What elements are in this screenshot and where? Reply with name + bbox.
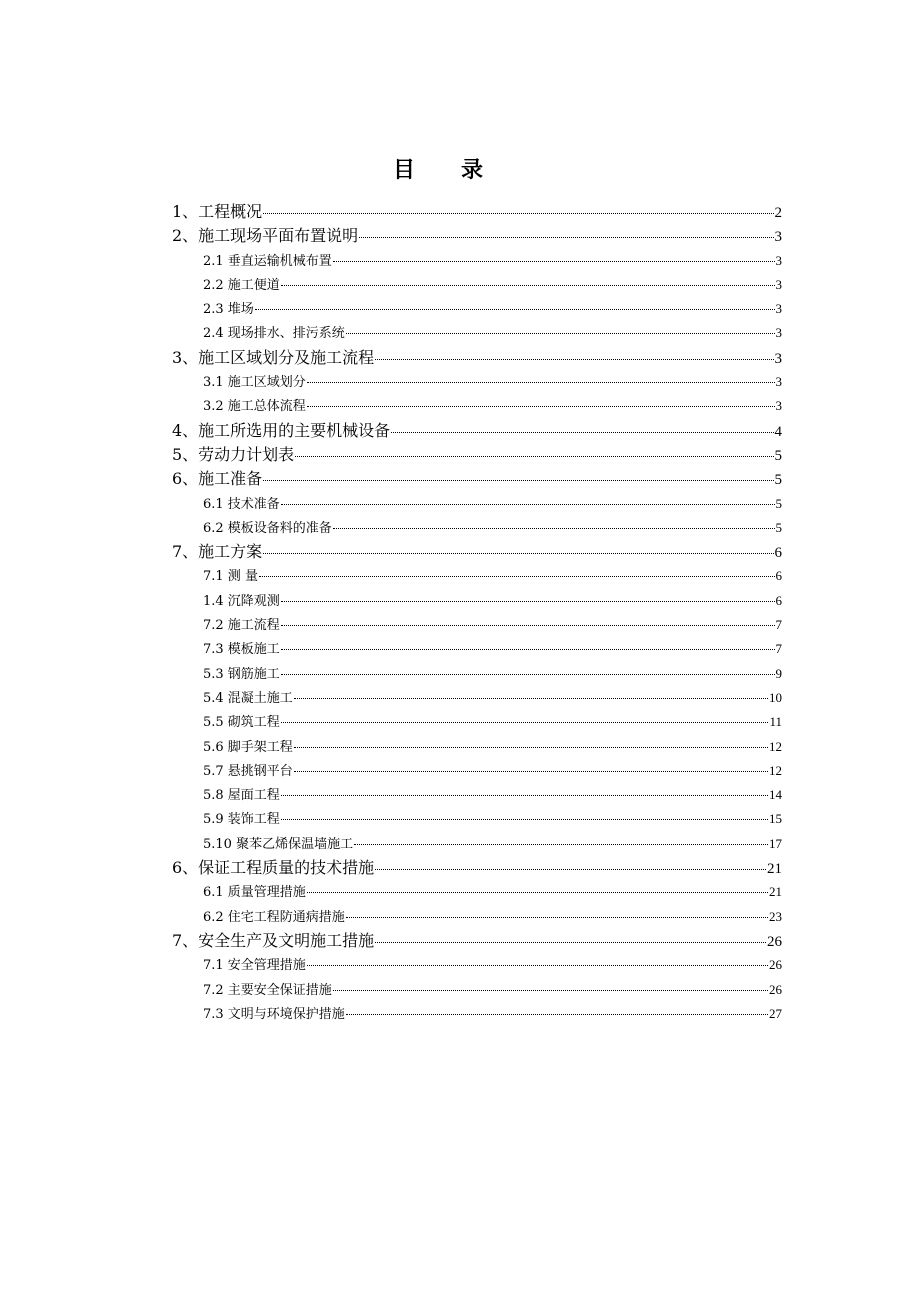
- toc-entry-label: 6.2 住宅工程防通病措施: [203, 909, 345, 925]
- dot-leader: [346, 917, 768, 918]
- toc-chapter-entry[interactable]: [172, 929, 782, 953]
- toc-entry-label: 5.7 悬挑钢平台: [203, 763, 293, 779]
- dot-leader: [281, 625, 775, 626]
- dot-leader: [333, 990, 768, 991]
- toc-entry-label: 6、保证工程质量的技术措施: [172, 858, 375, 878]
- toc-section-entry[interactable]: [172, 564, 782, 588]
- dot-leader: [307, 382, 775, 383]
- toc-entry-label: 7、施工方案: [172, 542, 263, 562]
- toc-title: [0, 153, 876, 184]
- dot-leader: [281, 819, 768, 820]
- toc-page-number: 15: [769, 811, 782, 827]
- toc-page-number: 3: [775, 252, 782, 268]
- toc-entry-label: 5.4 混凝土施工: [203, 690, 293, 706]
- dot-leader: [259, 576, 775, 577]
- toc-entry-label: 6.1 质量管理措施: [203, 885, 306, 901]
- toc-page-number: 3: [774, 229, 782, 246]
- toc-section-entry[interactable]: [172, 273, 782, 297]
- dot-leader: [391, 432, 773, 433]
- toc-entry-label: 7.2 施工流程: [203, 618, 280, 634]
- toc-entry-label: 2、施工现场平面布置说明: [172, 226, 359, 246]
- toc-entry-label: 5.5 砌筑工程: [203, 715, 280, 731]
- toc-section-entry[interactable]: [172, 321, 782, 345]
- dot-leader: [294, 747, 768, 748]
- toc-page-number: 26: [769, 957, 782, 973]
- toc-section-entry[interactable]: [172, 759, 782, 783]
- toc-section-entry[interactable]: [172, 880, 782, 904]
- toc-section-entry[interactable]: [172, 783, 782, 807]
- toc-chapter-entry[interactable]: [172, 443, 782, 467]
- toc-page-number: 5: [774, 472, 782, 489]
- toc-entry-label: 3.2 施工总体流程: [203, 399, 306, 415]
- toc-entry-label: 5.8 屋面工程: [203, 788, 280, 804]
- toc-section-entry[interactable]: [172, 905, 782, 929]
- toc-title-char-1: 目: [392, 157, 415, 183]
- toc-chapter-entry[interactable]: [172, 346, 782, 370]
- toc-section-entry[interactable]: [172, 978, 782, 1002]
- toc-page-number: 10: [769, 689, 782, 705]
- toc-page-number: 26: [767, 933, 782, 950]
- toc-page-number: 12: [769, 738, 782, 754]
- toc-entry-label: 6.1 技术准备: [203, 496, 280, 512]
- dot-leader: [359, 237, 773, 238]
- dot-leader: [281, 504, 775, 505]
- toc-entry-label: 5、劳动力计划表: [172, 444, 295, 464]
- toc-entry-label: 7、安全生产及文明施工措施: [172, 930, 375, 950]
- toc-section-entry[interactable]: [172, 807, 782, 831]
- dot-leader: [295, 456, 773, 457]
- toc-section-entry[interactable]: [172, 370, 782, 394]
- toc-page-number: 27: [769, 1005, 782, 1021]
- dot-leader: [281, 649, 775, 650]
- toc-page-number: 4: [774, 423, 782, 440]
- toc-page-number: 5: [774, 447, 782, 464]
- dot-leader: [375, 869, 766, 870]
- toc-entry-label: 7.2 主要安全保证措施: [203, 982, 332, 998]
- toc-page-number: 6: [774, 545, 782, 562]
- toc-entry-label: 3.1 施工区域划分: [203, 375, 306, 391]
- toc-entry-label: 2.2 施工便道: [203, 277, 280, 293]
- toc-section-entry[interactable]: [172, 249, 782, 273]
- toc-entry-label: 4、施工所选用的主要机械设备: [172, 420, 391, 440]
- toc-page-number: 5: [775, 495, 782, 511]
- toc-section-entry[interactable]: [172, 953, 782, 977]
- toc-section-entry[interactable]: [172, 662, 782, 686]
- toc-section-entry[interactable]: [172, 589, 782, 613]
- toc-page-number: 12: [769, 762, 782, 778]
- dot-leader: [294, 771, 768, 772]
- toc-section-entry[interactable]: [172, 613, 782, 637]
- dot-leader: [375, 359, 773, 360]
- toc-page-number: 21: [767, 861, 782, 878]
- dot-leader: [354, 844, 768, 845]
- toc-chapter-entry[interactable]: [172, 419, 782, 443]
- toc-page-number: 2: [774, 205, 782, 221]
- dot-leader: [281, 674, 775, 675]
- toc-chapter-entry[interactable]: [172, 200, 782, 224]
- toc-section-entry[interactable]: [172, 735, 782, 759]
- dot-leader: [281, 285, 775, 286]
- dot-leader: [263, 480, 773, 481]
- toc-page-number: 9: [775, 665, 782, 681]
- dot-leader: [346, 1014, 768, 1015]
- toc-page-number: 6: [775, 592, 782, 608]
- toc-page-number: 21: [769, 884, 782, 900]
- dot-leader: [281, 795, 768, 796]
- toc-section-entry[interactable]: [172, 1002, 782, 1026]
- toc-entry-label: 5.9 装饰工程: [203, 812, 280, 828]
- toc-page-number: 6: [775, 568, 782, 584]
- toc-entry-label: 6.2 模板设备料的准备: [203, 520, 332, 536]
- toc-entry-label: 7.3 文明与环境保护措施: [203, 1006, 345, 1022]
- toc-page-number: 26: [769, 981, 782, 997]
- toc-entry-label: 2.1 垂直运输机械布置: [203, 253, 332, 269]
- toc-title-char-2: 录: [461, 157, 484, 183]
- toc-page-number: 7: [775, 617, 782, 633]
- dot-leader: [255, 309, 775, 310]
- dot-leader: [333, 261, 775, 262]
- dot-leader: [263, 213, 773, 214]
- toc-entry-label: 5.10 聚苯乙烯保温墙施工: [203, 836, 354, 852]
- table-of-contents: [172, 200, 782, 1026]
- dot-leader: [375, 942, 766, 943]
- toc-entry-label: 5.6 脚手架工程: [203, 739, 293, 755]
- dot-leader: [307, 892, 768, 893]
- dot-leader: [263, 553, 773, 554]
- dot-leader: [346, 333, 775, 334]
- toc-entry-label: 5.3 钢筋施工: [203, 666, 280, 682]
- toc-entry-label: 3、施工区域划分及施工流程: [172, 347, 375, 367]
- dot-leader: [307, 406, 775, 407]
- toc-page-number: 14: [769, 787, 782, 803]
- toc-page-number: 3: [775, 325, 782, 341]
- toc-page-number: 11: [769, 714, 782, 730]
- toc-section-entry[interactable]: [172, 686, 782, 710]
- toc-chapter-entry[interactable]: [172, 856, 782, 880]
- toc-section-entry[interactable]: [172, 394, 782, 418]
- toc-entry-label: 6、施工准备: [172, 469, 263, 489]
- toc-page-number: 23: [769, 908, 782, 924]
- toc-chapter-entry[interactable]: [172, 467, 782, 491]
- toc-page-number: 7: [775, 641, 782, 657]
- toc-section-entry[interactable]: [172, 832, 782, 856]
- toc-entry-label: 7.1 安全管理措施: [203, 958, 306, 974]
- toc-entry-label: 7.1 测 量: [203, 569, 258, 585]
- toc-section-entry[interactable]: [172, 637, 782, 661]
- toc-entry-label: 1、工程概况: [172, 202, 263, 221]
- toc-section-entry[interactable]: [172, 710, 782, 734]
- toc-section-entry[interactable]: [172, 297, 782, 321]
- toc-entry-label: 2.3 堆场: [203, 302, 254, 318]
- toc-page-number: 5: [775, 519, 782, 535]
- toc-page-number: 3: [775, 398, 782, 414]
- toc-chapter-entry[interactable]: [172, 224, 782, 248]
- toc-page-number: 17: [769, 835, 782, 851]
- dot-leader: [281, 601, 775, 602]
- toc-page-number: 3: [775, 276, 782, 292]
- toc-section-entry[interactable]: [172, 492, 782, 516]
- toc-page-number: 3: [774, 350, 782, 367]
- toc-page-number: 3: [775, 301, 782, 317]
- dot-leader: [294, 698, 768, 699]
- toc-section-entry[interactable]: [172, 516, 782, 540]
- dot-leader: [281, 722, 769, 723]
- toc-chapter-entry[interactable]: [172, 540, 782, 564]
- toc-page-number: 3: [775, 374, 782, 390]
- toc-entry-label: 7.3 模板施工: [203, 642, 280, 658]
- toc-entry-label: 2.4 现场排水、排污系统: [203, 326, 345, 342]
- dot-leader: [307, 965, 768, 966]
- dot-leader: [333, 528, 775, 529]
- toc-entry-label: 1.4 沉降观测: [203, 593, 280, 609]
